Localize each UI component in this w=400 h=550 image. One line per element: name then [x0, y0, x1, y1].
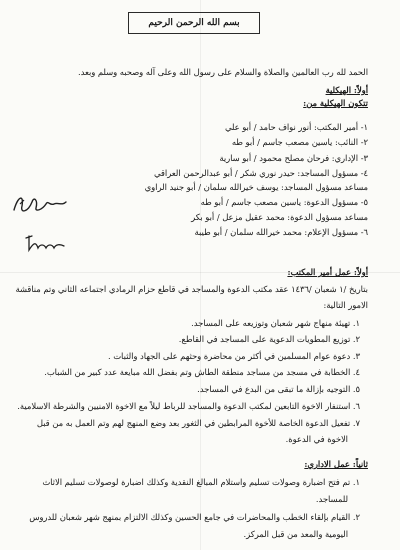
opening-line: الحمد لله رب العالمين والصلاة والسلام على رسول الله وعلى آله وصحبه وسلم وبعد.: [77, 67, 368, 77]
emir-intro-line: بتاريخ /١ شعبان /١٤٣٦ عقد مكتب الدعوة والمساجد في قاطع حزام الرمادي اجتماعه الثاني وتم مناقشة: [15, 284, 368, 294]
emir-item: ٥. التوجيه بإزالة ما تبقى من البدع في المساجد.: [197, 384, 360, 394]
emir-item: ١. تهيئة منهاج شهر شعبان وتوزيعه على المساجد.: [191, 318, 360, 328]
admin-work-heading: ثانياً: عمل الاداري:: [304, 459, 368, 469]
admin-item-continuation: للمساجد.: [315, 494, 348, 504]
emir-item: ٤. الخطابة في مسجد من مساجد منطقة الطاش وتم بفضل الله مبايعة عدد كبير من الشباب.: [44, 367, 360, 377]
admin-item: ١. تم فتح اضبارة وصولات تسليم واستلام المبالغ النقدية وكذلك اضبارة لوصولات تسليم الاثاث: [42, 477, 360, 487]
member-line: ٥- مسؤول الدعوة: ياسين مصعب جاسم / أبو طه: [200, 197, 368, 207]
handwritten-signature: [10, 190, 70, 220]
structure-heading: أولاً: الهيكلية: [325, 85, 368, 95]
member-line: ٤- مسؤول المساجد: حيدر نوري شكر / أبو عبدالرحمن العراقي: [154, 168, 368, 178]
member-line: ٣- الإداري: فرحان مصلح محمود / أبو سارية: [219, 153, 368, 163]
member-line: ١- أمير المكتب: أنور نواف حامد / أبو علي: [224, 122, 368, 132]
emir-item: ٣. دعوة عوام المسلمين في أكثر من محاضرة وحثهم على الجهاد والثبات .: [107, 351, 360, 361]
admin-item: ٢. القيام بإلقاء الخطب والمحاضرات في جامع الحسين وكذلك الالتزام بمنهج شهر شعبان للدروس: [29, 512, 360, 522]
emir-item: ٢. توزيع المطويات الدعوية على المساجد في القاطع.: [178, 334, 360, 344]
structure-subheading: تتكون الهيكلية من:: [303, 98, 368, 108]
handwritten-initials: [22, 232, 70, 254]
emir-work-heading: أولاً: عمل أمير المكتب:: [287, 267, 368, 277]
admin-item-continuation: اليومية والمعد من قبل المركز.: [243, 529, 348, 539]
member-line: ٦- مسؤول الإعلام: محمد خيرالله سلمان / أبو طيبة: [194, 227, 368, 237]
emir-item-continuation: الاخوة في الدعوة.: [285, 434, 348, 444]
emir-item: ٧. تفعيل الدعوة الخاصة للأخوة المرابطين في الثغور بعد وضع المنهج لهم وتم العمل به من قبل: [36, 418, 360, 428]
emir-item: ٦. استنفار الاخوة التابعين لمكتب الدعوة والمساجد للرباط ليلاً مع الاخوة الامنيين والشرطة الاسلامية.: [17, 401, 360, 411]
member-line: مساعد مسؤول المساجد: يوسف خيرالله سلمان / أبو جنيد الراوي: [144, 182, 368, 192]
emir-intro-line: الامور التالية:: [323, 300, 368, 310]
basmala-box: [128, 12, 260, 34]
member-line: مساعد مسؤول الدعوة: محمد عقيل مزعل / أبو بكر: [191, 212, 368, 222]
basmala: بسم الله الرحمن الرحيم: [148, 18, 240, 28]
member-line: ٢- النائب: ياسين مصعب جاسم / أبو طه: [231, 137, 368, 147]
